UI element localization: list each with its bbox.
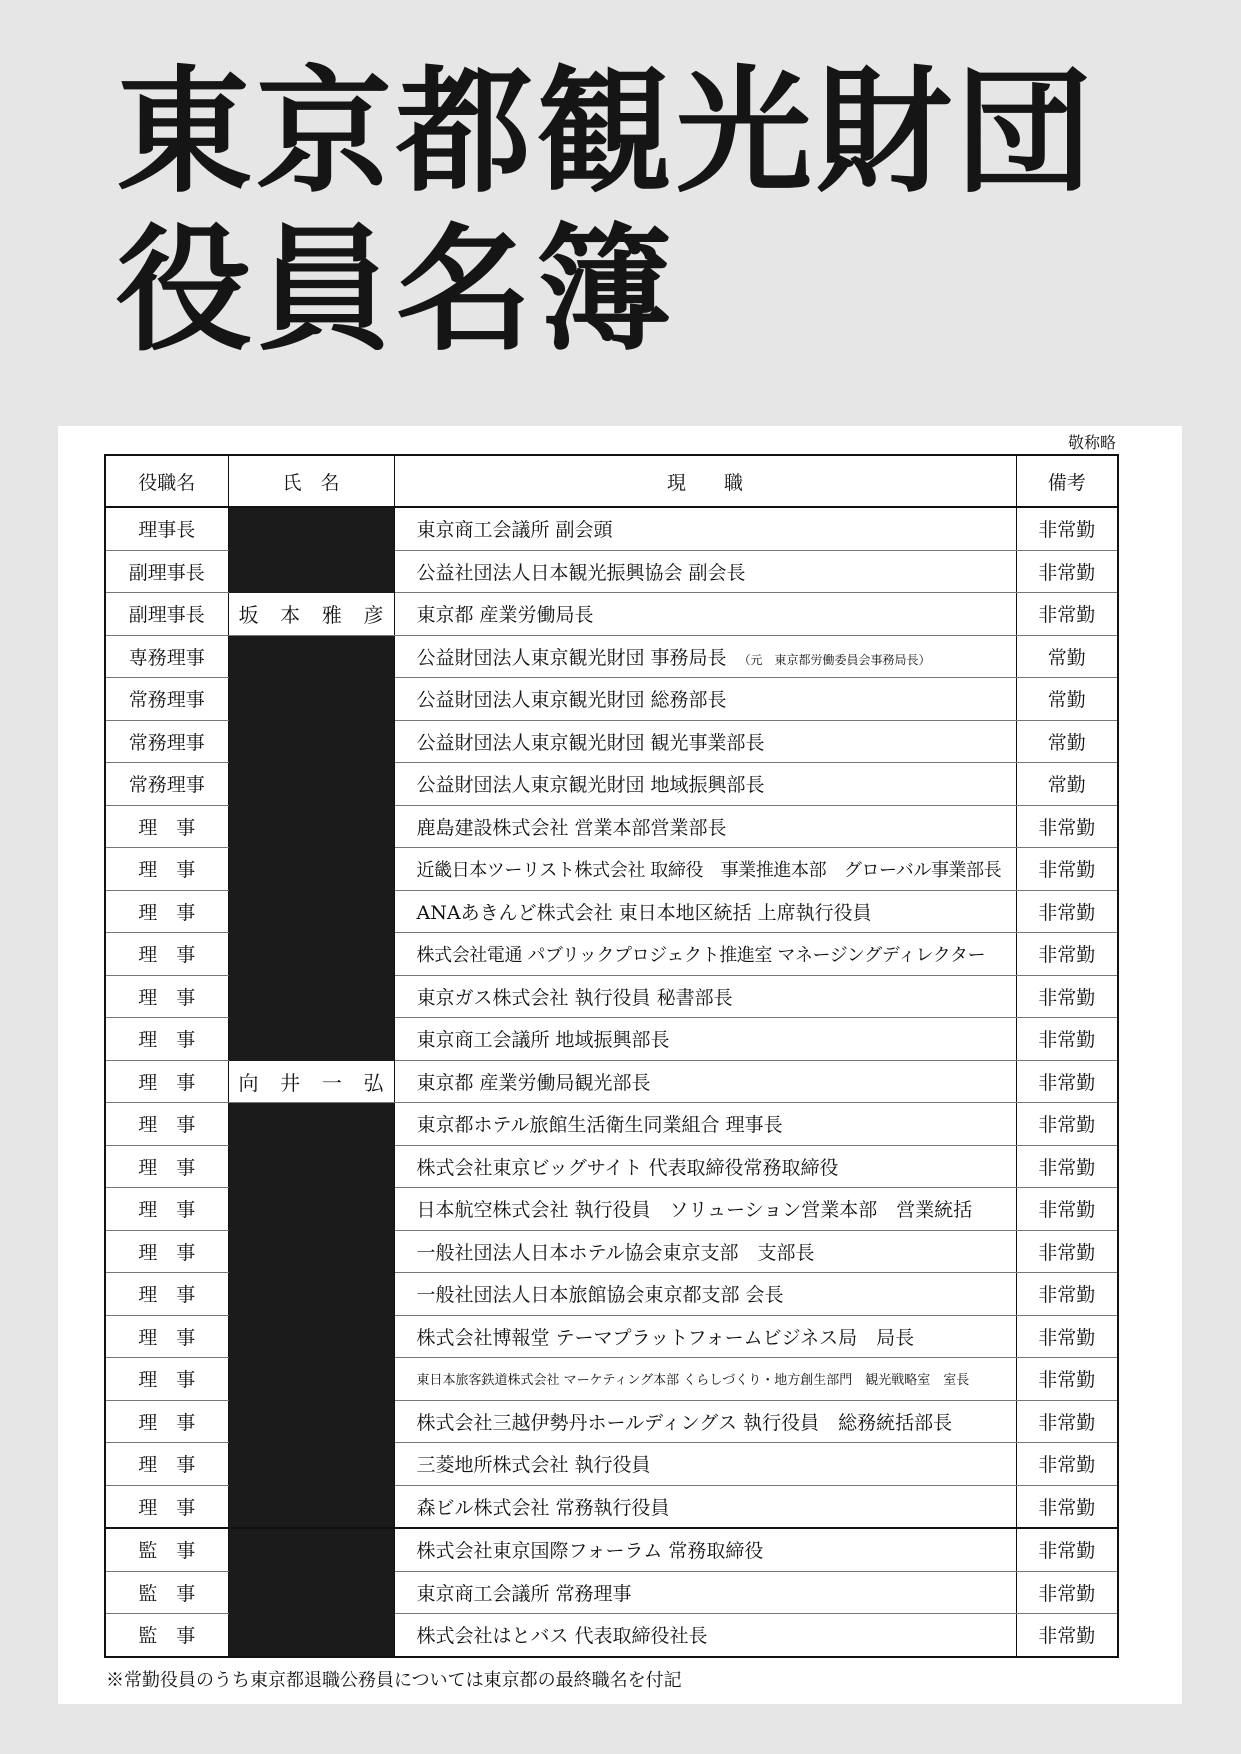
position-subnote: （元 東京都労働委員会事務局長） — [738, 652, 931, 667]
role-cell: 理 事 — [105, 1103, 228, 1146]
redacted-name-cell — [228, 1230, 394, 1273]
table-row — [105, 763, 1118, 806]
position-text: 公益社団法人日本観光振興協会 副会長 — [416, 561, 746, 584]
table-row — [105, 890, 1118, 933]
table-row — [105, 805, 1118, 848]
position-text: 株式会社東京国際フォーラム 常務取締役 — [416, 1540, 764, 1563]
redacted-name-cell — [228, 1145, 394, 1188]
role-cell: 理 事 — [105, 1358, 228, 1401]
header-role: 役職名 — [105, 455, 228, 507]
table-row — [105, 507, 1118, 550]
note-cell: 非常勤 — [1016, 593, 1118, 636]
position-cell — [394, 1018, 1016, 1061]
note-cell: 非常勤 — [1016, 1571, 1118, 1614]
note-cell: 非常勤 — [1016, 1273, 1118, 1316]
position-text: 株式会社東京ビッグサイト 代表取締役常務取締役 — [416, 1156, 839, 1179]
officer-rows — [105, 507, 1118, 1657]
table-row — [105, 933, 1118, 976]
note-cell: 非常勤 — [1016, 890, 1118, 933]
table-row — [105, 593, 1118, 636]
redacted-name-cell — [228, 1443, 394, 1486]
position-cell — [394, 1571, 1016, 1614]
table-row — [105, 1443, 1118, 1486]
position-cell — [394, 763, 1016, 806]
redacted-name-cell — [228, 1188, 394, 1231]
position-text: 公益財団法人東京観光財団 事務局長 — [416, 646, 727, 669]
note-cell: 非常勤 — [1016, 1485, 1118, 1528]
note-cell: 非常勤 — [1016, 1188, 1118, 1231]
position-text: 株式会社博報堂 テーマプラットフォームビジネス局 局長 — [416, 1326, 915, 1349]
note-cell: 非常勤 — [1016, 1230, 1118, 1273]
role-cell: 理 事 — [105, 1188, 228, 1231]
table-header-row — [105, 455, 1118, 507]
note-cell: 常勤 — [1016, 635, 1118, 678]
position-text: 東日本旅客鉄道株式会社 マーケティング本部 くらしづくり・地方創生部門 観光戦略室 室長 — [416, 1373, 970, 1389]
role-cell: 理 事 — [105, 975, 228, 1018]
position-text: 三菱地所株式会社 執行役員 — [416, 1454, 651, 1477]
redacted-name-cell — [228, 1400, 394, 1443]
redacted-name-cell — [228, 1528, 394, 1571]
position-cell — [394, 720, 1016, 763]
position-text: 一般社団法人日本旅館協会東京都支部 会長 — [416, 1284, 784, 1307]
redacted-name-cell — [228, 933, 394, 976]
position-text: ANAあきんど株式会社 東日本地区統括 上席執行役員 — [416, 901, 872, 924]
position-text: 東京都 産業労働局観光部長 — [416, 1071, 651, 1094]
redacted-name-cell — [228, 720, 394, 763]
table-row — [105, 1614, 1118, 1657]
position-text: 東京商工会議所 常務理事 — [416, 1582, 632, 1605]
table-row — [105, 1060, 1118, 1103]
table-row — [105, 1103, 1118, 1146]
role-cell: 理 事 — [105, 1018, 228, 1061]
note-cell: 非常勤 — [1016, 1018, 1118, 1061]
redacted-name-cell — [228, 1315, 394, 1358]
note-cell: 非常勤 — [1016, 975, 1118, 1018]
redacted-name-cell — [228, 550, 394, 593]
redacted-name-cell — [228, 1571, 394, 1614]
position-text: 公益財団法人東京観光財団 観光事業部長 — [416, 731, 765, 754]
role-cell: 理 事 — [105, 933, 228, 976]
position-text: 東京ガス株式会社 執行役員 秘書部長 — [416, 986, 733, 1009]
redacted-name-cell — [228, 1018, 394, 1061]
position-text: 公益財団法人東京観光財団 地域振興部長 — [416, 774, 765, 797]
position-text: 公益財団法人東京観光財団 総務部長 — [416, 689, 727, 712]
position-cell — [394, 1103, 1016, 1146]
position-cell — [394, 635, 1016, 678]
role-cell: 副理事長 — [105, 593, 228, 636]
role-cell: 理事長 — [105, 507, 228, 550]
footnote: ※常勤役員のうち東京都退職公務員については東京都の最終職名を付記 — [106, 1670, 682, 1691]
position-text: 日本航空株式会社 執行役員 ソリューション営業本部 営業統括 — [416, 1199, 973, 1222]
redacted-name-cell — [228, 1614, 394, 1657]
header-note: 備考 — [1016, 455, 1118, 507]
redacted-name-cell — [228, 678, 394, 721]
note-cell: 非常勤 — [1016, 805, 1118, 848]
redacted-name-cell — [228, 1358, 394, 1401]
table-row — [105, 1145, 1118, 1188]
note-cell: 非常勤 — [1016, 1060, 1118, 1103]
table-row — [105, 1400, 1118, 1443]
note-cell: 非常勤 — [1016, 848, 1118, 891]
position-cell — [394, 507, 1016, 550]
role-cell: 理 事 — [105, 1443, 228, 1486]
redacted-name-cell — [228, 805, 394, 848]
redacted-name-cell — [228, 507, 394, 550]
name-cell — [228, 593, 394, 636]
name-text: 坂 本 雅 彦 — [238, 603, 384, 628]
table-row — [105, 1230, 1118, 1273]
note-cell: 非常勤 — [1016, 550, 1118, 593]
position-cell — [394, 1273, 1016, 1316]
note-cell: 常勤 — [1016, 678, 1118, 721]
position-cell — [394, 1145, 1016, 1188]
position-text: 東京商工会議所 地域振興部長 — [416, 1029, 670, 1052]
position-text: 東京都 産業労働局長 — [416, 604, 594, 627]
page-subtitle: 役員名簿 — [116, 212, 676, 370]
note-cell: 非常勤 — [1016, 1400, 1118, 1443]
table-row — [105, 550, 1118, 593]
table-row — [105, 1528, 1118, 1571]
table-row — [105, 848, 1118, 891]
role-cell: 理 事 — [105, 848, 228, 891]
role-cell: 理 事 — [105, 805, 228, 848]
roster-sheet — [58, 426, 1182, 1704]
redacted-name-cell — [228, 635, 394, 678]
table-row — [105, 1188, 1118, 1231]
table-row — [105, 1315, 1118, 1358]
note-cell: 常勤 — [1016, 763, 1118, 806]
role-cell: 監 事 — [105, 1528, 228, 1571]
position-text: 株式会社三越伊勢丹ホールディングス 執行役員 総務統括部長 — [416, 1411, 953, 1434]
position-cell — [394, 593, 1016, 636]
role-cell: 常務理事 — [105, 763, 228, 806]
redacted-name-cell — [228, 763, 394, 806]
position-text: 近畿日本ツーリスト株式会社 取締役 事業推進本部 グローバル事業部長 — [416, 859, 1002, 881]
position-cell — [394, 890, 1016, 933]
table-row — [105, 635, 1118, 678]
position-cell — [394, 805, 1016, 848]
role-cell: 監 事 — [105, 1571, 228, 1614]
position-text: 鹿島建設株式会社 営業本部営業部長 — [416, 816, 727, 839]
redacted-name-cell — [228, 1485, 394, 1528]
position-cell — [394, 1358, 1016, 1401]
table-row — [105, 678, 1118, 721]
table-row — [105, 1485, 1118, 1528]
table-row — [105, 1358, 1118, 1401]
position-text: 東京商工会議所 副会頭 — [416, 519, 613, 542]
role-cell: 理 事 — [105, 1145, 228, 1188]
role-cell: 理 事 — [105, 1273, 228, 1316]
position-cell — [394, 1188, 1016, 1231]
position-text: 一般社団法人日本ホテル協会東京支部 支部長 — [416, 1241, 815, 1264]
position-cell — [394, 1485, 1016, 1528]
role-cell: 理 事 — [105, 890, 228, 933]
role-cell: 常務理事 — [105, 678, 228, 721]
role-cell: 理 事 — [105, 1485, 228, 1528]
note-cell: 非常勤 — [1016, 1528, 1118, 1571]
role-cell: 理 事 — [105, 1315, 228, 1358]
role-cell: 常務理事 — [105, 720, 228, 763]
header-name: 氏 名 — [228, 455, 394, 507]
note-cell: 非常勤 — [1016, 933, 1118, 976]
honorific-note: 敬称略 — [1067, 433, 1116, 452]
note-cell: 非常勤 — [1016, 1614, 1118, 1657]
table-row — [105, 1273, 1118, 1316]
position-cell — [394, 933, 1016, 976]
name-text: 向 井 一 弘 — [238, 1070, 384, 1095]
position-cell — [394, 1528, 1016, 1571]
table-row — [105, 720, 1118, 763]
position-cell — [394, 1614, 1016, 1657]
position-cell — [394, 1315, 1016, 1358]
position-cell — [394, 1060, 1016, 1103]
position-text: 株式会社はとバス 代表取締役社長 — [416, 1625, 708, 1648]
role-cell: 監 事 — [105, 1614, 228, 1657]
page-title: 東京都観光財団 — [116, 54, 1096, 212]
table-row — [105, 1571, 1118, 1614]
table-row — [105, 1018, 1118, 1061]
note-cell: 非常勤 — [1016, 1358, 1118, 1401]
redacted-name-cell — [228, 1103, 394, 1146]
redacted-name-cell — [228, 1273, 394, 1316]
position-cell — [394, 678, 1016, 721]
position-cell — [394, 975, 1016, 1018]
role-cell: 理 事 — [105, 1060, 228, 1103]
redacted-name-cell — [228, 890, 394, 933]
note-cell: 非常勤 — [1016, 1103, 1118, 1146]
table-row — [105, 975, 1118, 1018]
note-cell: 非常勤 — [1016, 1315, 1118, 1358]
redacted-name-cell — [228, 975, 394, 1018]
position-cell — [394, 848, 1016, 891]
position-cell — [394, 1400, 1016, 1443]
note-cell: 常勤 — [1016, 720, 1118, 763]
role-cell: 理 事 — [105, 1400, 228, 1443]
position-text: 東京都ホテル旅館生活衛生同業組合 理事長 — [416, 1114, 783, 1137]
note-cell: 非常勤 — [1016, 1443, 1118, 1486]
officer-table — [104, 454, 1119, 1658]
note-cell: 非常勤 — [1016, 1145, 1118, 1188]
position-cell — [394, 550, 1016, 593]
position-text: 株式会社電通 パブリックプロジェクト推進室 マネージングディレクター — [416, 944, 986, 966]
header-position: 現 職 — [394, 455, 1016, 507]
position-text: 森ビル株式会社 常務執行役員 — [416, 1496, 670, 1519]
name-cell — [228, 1060, 394, 1103]
role-cell: 専務理事 — [105, 635, 228, 678]
redacted-name-cell — [228, 848, 394, 891]
role-cell: 副理事長 — [105, 550, 228, 593]
position-cell — [394, 1443, 1016, 1486]
position-cell — [394, 1230, 1016, 1273]
note-cell: 非常勤 — [1016, 507, 1118, 550]
role-cell: 理 事 — [105, 1230, 228, 1273]
